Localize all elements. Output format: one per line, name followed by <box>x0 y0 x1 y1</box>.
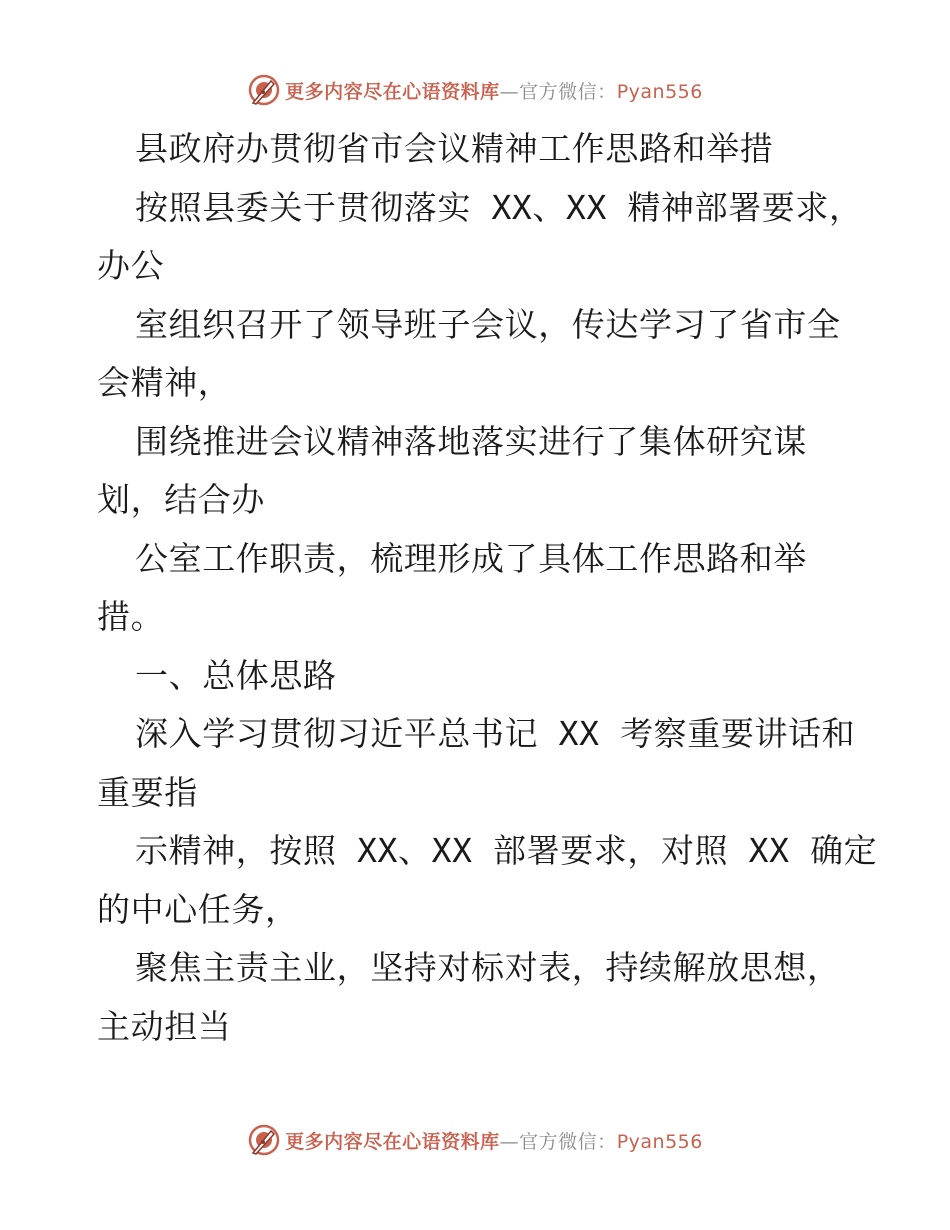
document-line: 的中心任务， <box>97 889 299 929</box>
document-line: 重要指 <box>97 772 198 812</box>
footer-banner-text <box>285 1127 703 1154</box>
footer-banner-wechat-id: Pyan556 <box>616 1130 703 1153</box>
document-line: 按照县委关于贯彻落实 XX、XX 精神部署要求， <box>135 187 863 227</box>
header-banner-wechat-id: Pyan556 <box>616 80 703 103</box>
document-title: 县政府办贯彻省市会议精神工作思路和举措 <box>135 129 774 168</box>
pen-logo-icon <box>247 73 281 107</box>
document-line: 深入学习贯彻习近平总书记 XX 考察重要讲话和 <box>135 714 856 753</box>
document-line: 公室工作职责，梳理形成了具体工作思路和举 <box>135 538 807 578</box>
pen-logo-icon <box>247 1123 281 1157</box>
document-body <box>97 120 878 1056</box>
document-line: 围绕推进会议精神落地落实进行了集体研究谋 <box>135 421 807 461</box>
section-heading: 一、总体思路 <box>135 655 337 695</box>
document-line: 划，结合办 <box>97 480 265 519</box>
header-banner-text <box>285 77 703 104</box>
document-line: 聚焦主责主业，坚持对标对表，持续解放思想， <box>135 948 841 987</box>
footer-banner-dash: — <box>499 1130 520 1153</box>
document-line: 办公 <box>97 246 165 285</box>
footer-banner <box>0 1120 950 1160</box>
document-line: 会精神， <box>97 363 232 402</box>
header-banner-main: 更多内容尽在心语资料库 <box>285 80 500 103</box>
document-line: 措。 <box>97 597 165 636</box>
footer-banner-sub: 官方微信： <box>519 1130 617 1153</box>
document-line: 示精神，按照 XX、XX 部署要求，对照 XX 确定 <box>135 831 878 870</box>
header-banner-sub: 官方微信： <box>519 80 617 103</box>
footer-banner-main: 更多内容尽在心语资料库 <box>285 1130 500 1153</box>
document-line: 室组织召开了领导班子会议，传达学习了省市全 <box>135 304 841 344</box>
header-banner <box>0 70 950 110</box>
header-banner-dash: — <box>499 80 520 103</box>
document-line: 主动担当 <box>97 1006 232 1046</box>
